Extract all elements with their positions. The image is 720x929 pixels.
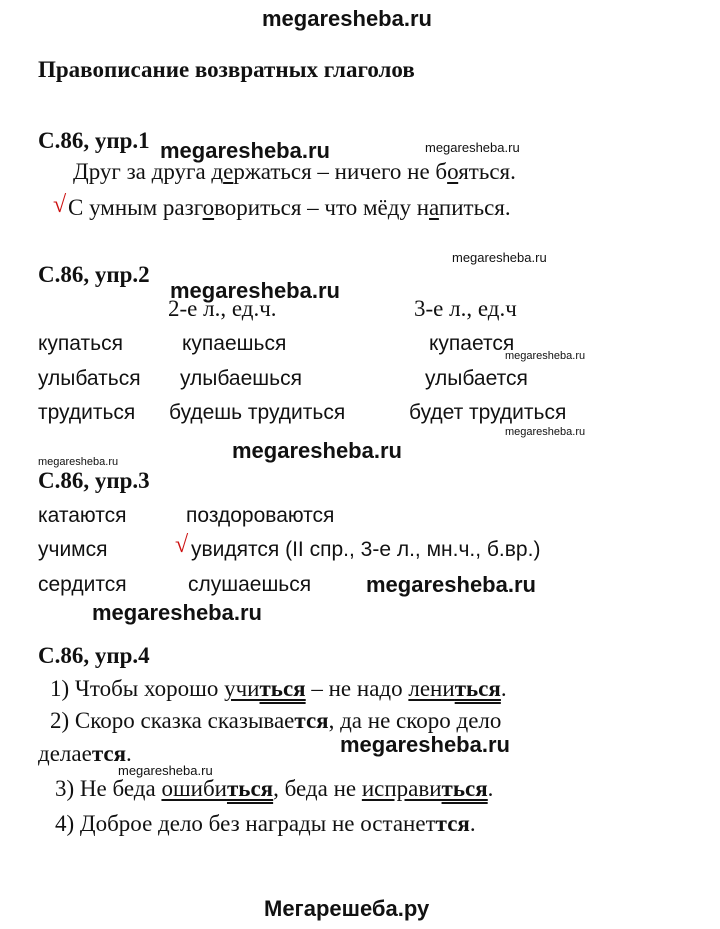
exercise-3-heading: С.86, упр.3 <box>38 468 150 493</box>
exercise-2-heading: С.86, упр.2 <box>38 262 150 287</box>
watermark: megaresheba.ru <box>452 250 547 265</box>
verb-cell: катаются <box>38 504 127 527</box>
verb-cell: слушаешься <box>188 573 312 596</box>
watermark: megaresheba.ru <box>505 350 586 362</box>
proverb-line-1: Друг за друга держаться – ничего не бояться. <box>73 159 516 184</box>
verb-cell: будет трудиться <box>409 401 567 424</box>
verb-cell: будешь трудиться <box>169 401 346 424</box>
sentence-2-cont: делается. <box>38 741 132 766</box>
watermark: megaresheba.ru <box>38 456 119 468</box>
watermark: megaresheba.ru <box>92 600 262 625</box>
page-title: Правописание возвратных глаголов <box>38 57 415 82</box>
watermark: megaresheba.ru <box>160 138 330 163</box>
proverb-line-2: С умным разговориться – что мёду напиться. <box>68 195 511 220</box>
watermark: megaresheba.ru <box>118 763 213 778</box>
verb-cell: поздороваются <box>186 504 335 527</box>
watermark: megaresheba.ru <box>232 438 402 463</box>
sentence-2: 2) Скоро сказка сказывается, да не скоро дело <box>50 708 502 733</box>
verb-cell: купаться <box>38 332 123 355</box>
site-watermark-bottom: Мегарешеба.ру <box>264 896 430 921</box>
verb-cell: учимся <box>38 538 108 561</box>
watermark: megaresheba.ru <box>340 732 510 757</box>
watermark: megaresheba.ru <box>366 572 536 597</box>
sentence-1: 1) Чтобы хорошо учиться – не надо лениться. <box>50 676 507 701</box>
verb-cell: сердится <box>38 573 127 596</box>
exercise-4-heading: С.86, упр.4 <box>38 643 150 668</box>
exercise-1-heading: С.86, упр.1 <box>38 128 150 153</box>
verb-cell: трудиться <box>38 401 136 424</box>
verb-cell: увидятся (II спр., 3-е л., мн.ч., б.вр.) <box>191 538 541 561</box>
column-header-3: 3-е л., ед.ч <box>414 296 517 321</box>
checkmark-icon: √ <box>175 532 189 558</box>
verb-cell: улыбаешься <box>180 367 302 390</box>
verb-cell: купается <box>429 332 515 355</box>
verb-cell: улыбается <box>425 367 528 390</box>
watermark: megaresheba.ru <box>505 426 586 438</box>
watermark: megaresheba.ru <box>170 278 340 303</box>
checkmark-icon: √ <box>53 192 67 218</box>
verb-cell: улыбаться <box>38 367 141 390</box>
verb-cell: купаешься <box>182 332 287 355</box>
column-header-2: 2-е л., ед.ч. <box>168 296 277 321</box>
sentence-3: 3) Не беда ошибиться, беда не исправиться. <box>55 776 494 801</box>
watermark: megaresheba.ru <box>425 140 520 155</box>
sentence-4: 4) Доброе дело без награды не останеттся. <box>55 811 476 836</box>
site-watermark-top: megaresheba.ru <box>262 6 432 31</box>
